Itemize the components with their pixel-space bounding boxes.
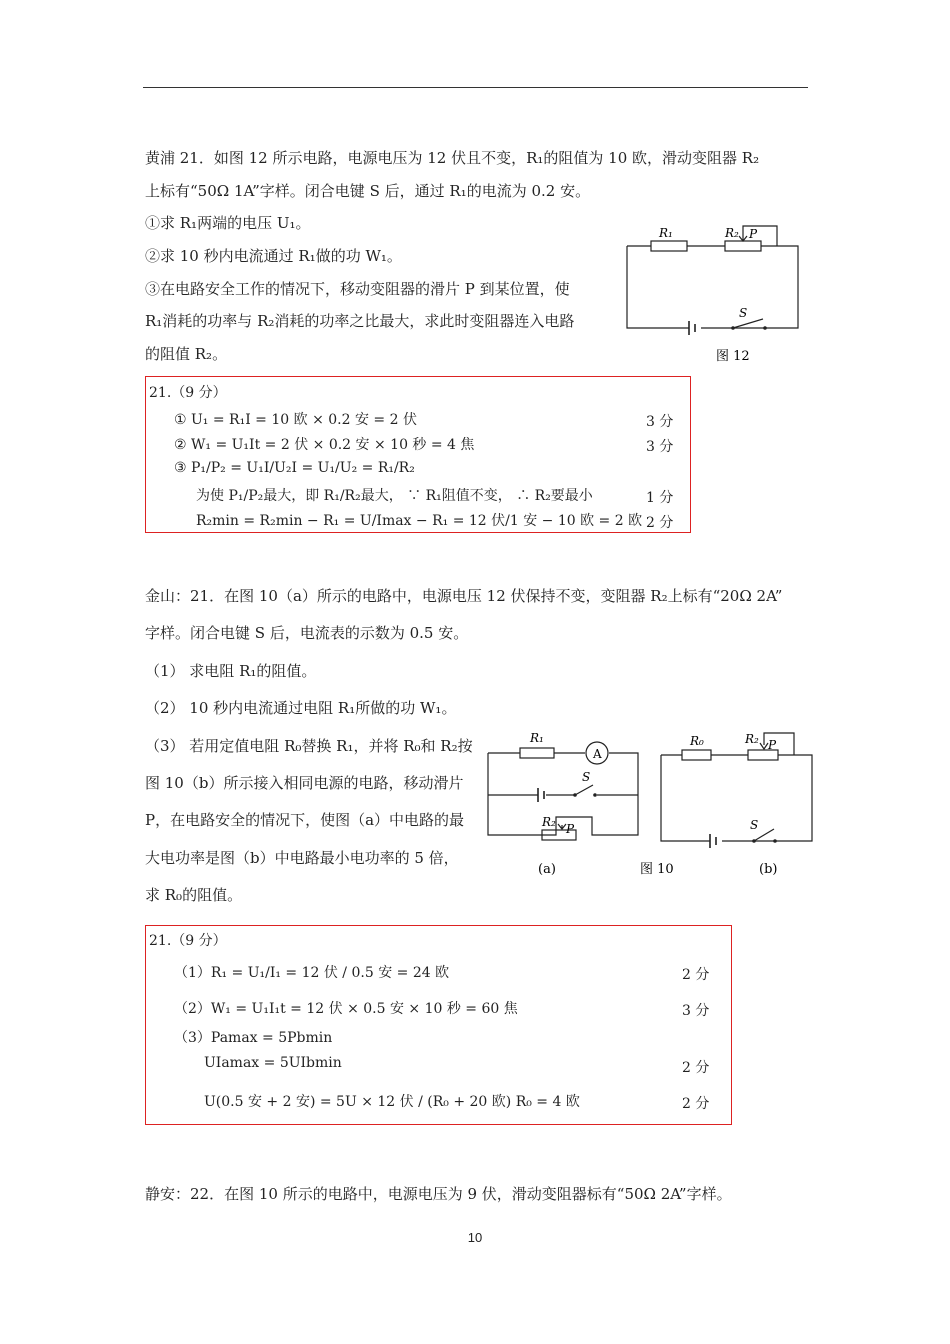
answer-1-step-5: R₂min = R₂min − R₁ = U/Imax − R₁ = 12 伏/1 安 − 10 欧 = 2 欧 [196,513,643,529]
answer-1-score-1: 3 分 [646,414,674,430]
fig10a-s-label: S [582,770,591,784]
answer-1-score-4: 1 分 [646,490,674,506]
answer-1-score-2: 3 分 [646,439,674,455]
problem-2-line-1: 金山：21．在图 10（a）所示的电路中，电源电压 12 伏保持不变，变阻器 R₂上标有“20Ω 2A” [145,587,783,605]
fig12-p-label: P [749,227,758,241]
answer-2-heading: 21.（9 分） [149,933,227,949]
answer-2-step-1: （1）R₁ = U₁/I₁ = 12 伏 / 0.5 安 = 24 欧 [174,965,450,981]
answer-box-2 [145,925,732,1125]
answer-2-step-2: （2）W₁ = U₁I₁t = 12 伏 × 0.5 安 × 10 秒 = 60 焦 [174,1001,518,1017]
problem-1-question-1: ①求 R₁两端的电压 U₁。 [145,214,311,232]
answer-1-step-4: 为使 P₁/P₂最大，即 R₁/R₂最大， ∵ R₁阻值不变， ∴ R₂要最小 [196,488,593,504]
fig10-b-caption: (b) [759,862,778,877]
answer-2-step-4: UIamax = 5UIbmin [204,1055,342,1071]
problem-1-line-1: 黄浦 21．如图 12 所示电路，电源电压为 12 伏且不变，R₁的阻值为 10 欧，滑动变阻器 R₂ [145,149,760,167]
problem-1-question-3b: R₁消耗的功率与 R₂消耗的功率之比最大，求此时变阻器连入电路 [145,312,575,330]
fig12-r2-label: R₂ [725,226,739,240]
answer-2-step-5: U(0.5 安 + 2 安) = 5U × 12 伏 / (R₀ + 20 欧) R₀ = 4 欧 [204,1094,580,1110]
answer-box-1 [145,376,691,533]
fig10b-r0-label: R₀ [690,734,704,748]
problem-2-question-3b: 图 10（b）所示接入相同电源的电路，移动滑片 [145,774,464,792]
fig10a-ammeter-label: A [593,747,602,761]
problem-2-question-1: （1） 求电阻 R₁的阻值。 [145,662,317,680]
answer-2-step-3: （3）Pamax = 5Pbmin [174,1030,333,1046]
answer-1-heading: 21.（9 分） [149,385,227,401]
fig12-r1-label: R₁ [659,226,673,240]
problem-2-question-3a: （3） 若用定值电阻 R₀替换 R₁，并将 R₀和 R₂按 [145,737,473,755]
fig10a-r2-label: R₂ [542,815,556,829]
problem-2-question-3d: 大电功率是图（b）中电路最小电功率的 5 倍， [145,849,459,867]
answer-2-score-4: 2 分 [682,1060,710,1076]
figure-10-circuits [482,725,822,885]
answer-2-score-2: 3 分 [682,1003,710,1019]
problem-2-question-2: （2） 10 秒内电流通过电阻 R₁所做的功 W₁。 [145,699,457,717]
answer-2-score-1: 2 分 [682,967,710,983]
fig10b-s-label: S [750,818,759,832]
answer-1-step-1: ① U₁ = R₁I = 10 欧 × 0.2 安 = 2 伏 [174,412,417,428]
problem-2-question-3e: 求 R₀的阻值。 [145,886,243,904]
fig10b-p-label: P [768,738,777,752]
problem-1-question-3a: ③在电路安全工作的情况下，移动变阻器的滑片 P 到某位置，使 [145,280,570,298]
fig10-a-caption: (a) [538,862,556,877]
problem-1-question-3c: 的阻值 R₂。 [145,345,228,363]
problem-1-line-2: 上标有“50Ω 1A”字样。闭合电键 S 后，通过 R₁的电流为 0.2 安。 [145,182,591,200]
figure-12-circuit [615,218,815,368]
problem-2-question-3c: P，在电路安全的情况下，使图（a）中电路的最 [145,811,465,829]
header-rule [143,87,808,88]
problem-3-line-1: 静安：22．在图 10 所示的电路中，电源电压为 9 伏，滑动变阻器标有“50Ω 2A”字样。 [145,1185,732,1203]
answer-1-step-2: ② W₁ = U₁It = 2 伏 × 0.2 安 × 10 秒 = 4 焦 [174,437,475,453]
fig10a-p-label: P [566,822,575,836]
page-number: 10 [467,1230,483,1245]
fig12-caption: 图 12 [716,349,750,364]
problem-1-question-2: ②求 10 秒内电流通过 R₁做的功 W₁。 [145,247,402,265]
fig10a-r1-label: R₁ [530,731,544,745]
fig10b-r2-label: R₂ [745,732,759,746]
fig10-caption: 图 10 [640,862,674,877]
answer-1-step-3: ③ P₁/P₂ = U₁I/U₂I = U₁/U₂ = R₁/R₂ [174,460,415,476]
fig12-s-label: S [739,306,748,320]
answer-1-score-5: 2 分 [646,515,674,531]
answer-2-score-5: 2 分 [682,1096,710,1112]
problem-2-line-2: 字样。闭合电键 S 后，电流表的示数为 0.5 安。 [145,624,469,642]
